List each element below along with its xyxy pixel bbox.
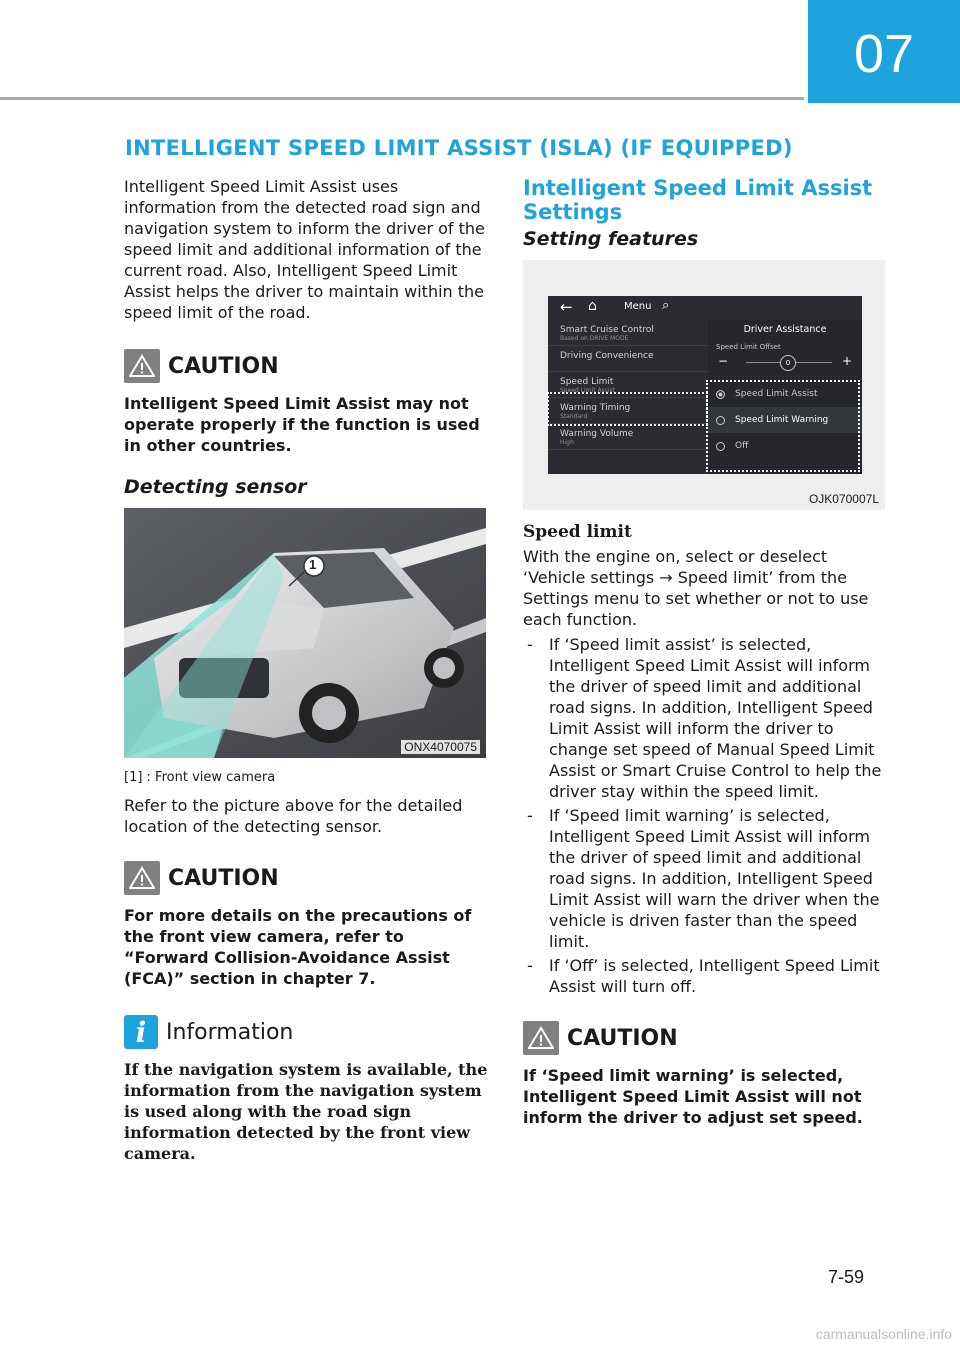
screen-menu-item-title: Warning Timing — [560, 403, 631, 413]
panel-title: Driver Assistance — [743, 324, 827, 335]
right-column — [523, 176, 888, 1128]
page-number: 7-59 — [827, 1267, 864, 1287]
left-column — [124, 176, 488, 1180]
back-arrow-icon[interactable]: ← — [560, 298, 573, 316]
home-icon[interactable]: ⌂ — [588, 298, 597, 314]
list-item — [523, 805, 888, 952]
option-bullets — [523, 634, 888, 997]
screen-menu-item-title: Smart Cruise Control — [560, 325, 654, 335]
limit-option-label: Speed Limit Warning — [735, 415, 829, 425]
caution-header-2 — [124, 861, 488, 895]
car-sensor-figure — [124, 508, 486, 758]
warning-icon — [124, 861, 160, 895]
bullet-dash: - — [527, 635, 533, 654]
detecting-sensor-heading: Detecting sensor — [124, 476, 307, 498]
list-item-text: If ‘Speed limit assist’ is selected, Intelligent Speed Limit Assist will inform the driver of speed limit and additional road signs. In addition, Intelligent Speed Limit Assist will inform the driver to change set speed of Manual Speed Limit Assist or Smart Cruise Control to help the driver stay within the speed limit. — [549, 635, 882, 801]
caution-title: CAUTION — [168, 865, 279, 891]
screen-menu-item[interactable] — [548, 320, 708, 346]
speed-limit-paragraph: With the engine on, select or deselect ‘Vehicle settings → Speed limit’ from the Settings menu to set whether or not to use each function. — [523, 547, 869, 629]
menu-label[interactable]: Menu — [624, 301, 652, 312]
caution-title: CAUTION — [168, 353, 279, 379]
section-title: INTELLIGENT SPEED LIMIT ASSIST (ISLA) (IF EQUIPPED) — [125, 136, 793, 160]
screen-menu-item-subtitle: Standard — [560, 413, 588, 420]
setting-features-heading: Setting features — [523, 228, 699, 250]
intro-paragraph: Intelligent Speed Limit Assist uses information from the detected road sign and navigation system to inform the driver of the speed limit and additional information of the current road. Also, Intelligent Speed Limit Assist helps the driver to maintain within the speed limit of the road. — [124, 177, 485, 322]
caution-text: Intelligent Speed Limit Assist may not operate properly if the function is used in other countries. — [124, 394, 480, 455]
highlight-box-right — [706, 380, 860, 472]
settings-screen-figure — [523, 260, 885, 510]
watermark: carmanualsonline.info — [815, 1326, 952, 1342]
settings-heading: Intelligent Speed Limit Assist Settings — [523, 176, 873, 224]
figure-code: OJK070007L — [808, 492, 879, 506]
offset-value[interactable]: 0 — [780, 355, 796, 371]
list-item-text: If ‘Speed limit warning’ is selected, Intelligent Speed Limit Assist will inform the driver of speed limit and additional road signs. In addition, Intelligent Speed Limit Assist will warn the driver when the vehicle is driven faster than the speed limit. — [549, 806, 880, 951]
camera-marker-label: 1 — [309, 557, 317, 572]
infotainment-screen — [548, 296, 862, 474]
screen-menu-item-title: Warning Volume — [560, 429, 634, 439]
search-icon[interactable]: ⌕ — [662, 298, 670, 313]
warning-icon — [124, 349, 160, 383]
screen-menu-item[interactable] — [548, 346, 708, 372]
caution-header-3 — [523, 1021, 888, 1055]
caution-text: If ‘Speed limit warning’ is selected, Intelligent Speed Limit Assist will not inform the driver to adjust set speed. — [523, 1066, 863, 1127]
screen-menu-item[interactable] — [548, 424, 708, 450]
list-item — [523, 955, 888, 997]
figure-caption: [1] : Front view camera — [124, 770, 276, 785]
information-text: If the navigation system is available, the information from the navigation system is used along with the road sign information detected by the front view camera. — [124, 1060, 488, 1163]
list-item-text: If ‘Off’ is selected, Intelligent Speed Limit Assist will turn off. — [549, 956, 880, 996]
info-icon: i — [124, 1015, 158, 1049]
refer-paragraph: Refer to the picture above for the detailed location of the detecting sensor. — [124, 796, 463, 836]
minus-button[interactable]: − — [718, 354, 729, 368]
plus-button[interactable]: + — [841, 354, 852, 368]
highlight-box-left — [547, 392, 708, 426]
screen-topbar — [548, 296, 862, 320]
figure-code: ONX4070075 — [401, 740, 480, 754]
screen-menu-item-title: Driving Convenience — [560, 351, 654, 361]
screen-menu-item-subtitle: High — [560, 439, 574, 446]
caution-title: CAUTION — [567, 1025, 678, 1051]
offset-slider[interactable] — [716, 353, 854, 373]
caution-text: For more details on the precautions of the front view camera, refer to “Forward Collision-Avoidance Assist (FCA)” section in chapter 7. — [124, 906, 472, 988]
chapter-tab: 07 — [808, 0, 960, 103]
speed-limit-heading: Speed limit — [523, 522, 632, 542]
list-item — [523, 634, 888, 802]
caution-header-1 — [124, 349, 488, 383]
information-header — [124, 1015, 488, 1049]
car-illustration — [124, 508, 486, 758]
limit-option-label: Speed Limit Assist — [735, 389, 818, 399]
bullet-dash: - — [527, 806, 533, 825]
bullet-dash: - — [527, 956, 533, 975]
header-rule — [0, 97, 804, 100]
screen-menu-item-subtitle: Speed Limit Assist — [560, 387, 615, 394]
limit-option-label: Off — [735, 441, 749, 451]
screen-menu-item-subtitle: Based on DRIVE MODE — [560, 335, 629, 342]
screen-menu-item-title: Speed Limit — [560, 377, 614, 387]
warning-icon — [523, 1021, 559, 1055]
offset-label: Speed Limit Offset — [716, 343, 781, 351]
information-title: Information — [166, 1019, 294, 1045]
